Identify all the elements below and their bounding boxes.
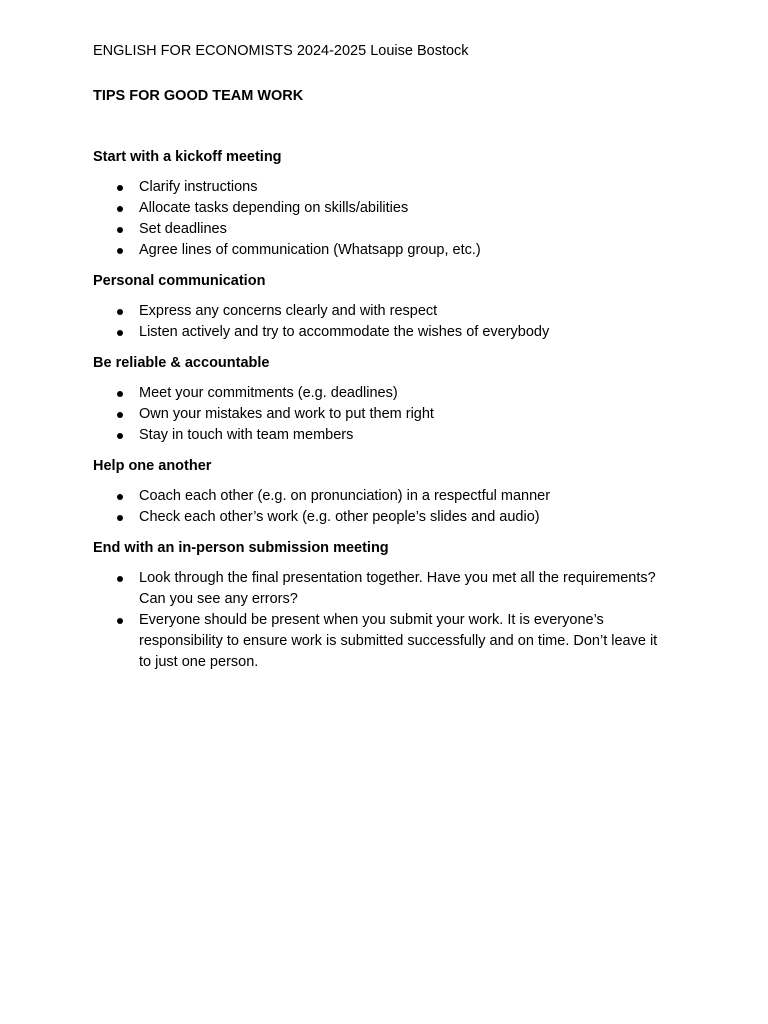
list-item [93, 240, 673, 261]
section-heading: Start with a kickoff meeting [93, 149, 282, 165]
list-item [93, 486, 673, 507]
section-heading: Be reliable & accountable [93, 355, 270, 371]
list-item-text: Clarify instructions [139, 179, 258, 195]
list-item [93, 404, 673, 425]
section-help-one-another [93, 456, 683, 528]
bullet-list [93, 383, 683, 446]
list-item-text: Check each other’s work (e.g. other people’s slides and audio) [139, 509, 540, 525]
list-item-text: Meet your commitments (e.g. deadlines) [139, 385, 398, 401]
list-item-text: Coach each other (e.g. on pronunciation) in a respectful manner [139, 488, 551, 504]
bullet-list [93, 486, 683, 528]
bullet-list [93, 568, 683, 673]
list-item-text: Stay in touch with team members [139, 427, 354, 443]
bullet-list [93, 301, 683, 343]
list-item-text: Express any concerns clearly and with respect [139, 303, 438, 319]
bullet-icon [117, 206, 123, 212]
bullet-icon [117, 494, 123, 500]
section-personal-communication [93, 271, 683, 343]
bullet-icon [117, 433, 123, 439]
list-item [93, 425, 673, 446]
bullet-icon [117, 412, 123, 418]
section-reliable-accountable [93, 353, 683, 446]
bullet-list [93, 177, 683, 261]
list-item [93, 301, 673, 322]
bullet-icon [117, 618, 123, 624]
list-item [93, 322, 673, 343]
bullet-icon [117, 391, 123, 397]
bullet-icon [117, 227, 123, 233]
document-header: ENGLISH FOR ECONOMISTS 2024-2025 Louise Bostock [93, 43, 469, 59]
list-item-text: Allocate tasks depending on skills/abilities [139, 200, 409, 216]
list-item [93, 383, 673, 404]
list-item-text: Listen actively and try to accommodate the wishes of everybody [139, 324, 550, 340]
list-item [93, 177, 673, 198]
bullet-icon [117, 309, 123, 315]
bullet-icon [117, 330, 123, 336]
section-kickoff-meeting [93, 147, 683, 261]
section-heading: End with an in-person submission meeting [93, 540, 389, 556]
section-heading: Personal communication [93, 273, 266, 289]
section-heading: Help one another [93, 458, 212, 474]
section-submission-meeting [93, 538, 683, 673]
list-item-text: Look through the final presentation together. Have you met all the requirements? Can you see any errors? [139, 570, 656, 607]
list-item [93, 610, 673, 673]
list-item-text: Agree lines of communication (Whatsapp group, etc.) [139, 242, 481, 258]
list-item [93, 198, 673, 219]
list-item [93, 507, 673, 528]
list-item [93, 568, 673, 610]
bullet-icon [117, 185, 123, 191]
document-title: TIPS FOR GOOD TEAM WORK [93, 88, 304, 104]
bullet-icon [117, 576, 123, 582]
list-item-text: Own your mistakes and work to put them right [139, 406, 434, 422]
list-item-text: Everyone should be present when you submit your work. It is everyone’s responsibility to ensure work is submitted successfully and on time. Don’t leave it to just one person. [139, 612, 658, 670]
list-item-text: Set deadlines [139, 221, 227, 237]
bullet-icon [117, 248, 123, 254]
bullet-icon [117, 515, 123, 521]
document-page [93, 41, 683, 673]
list-item [93, 219, 673, 240]
